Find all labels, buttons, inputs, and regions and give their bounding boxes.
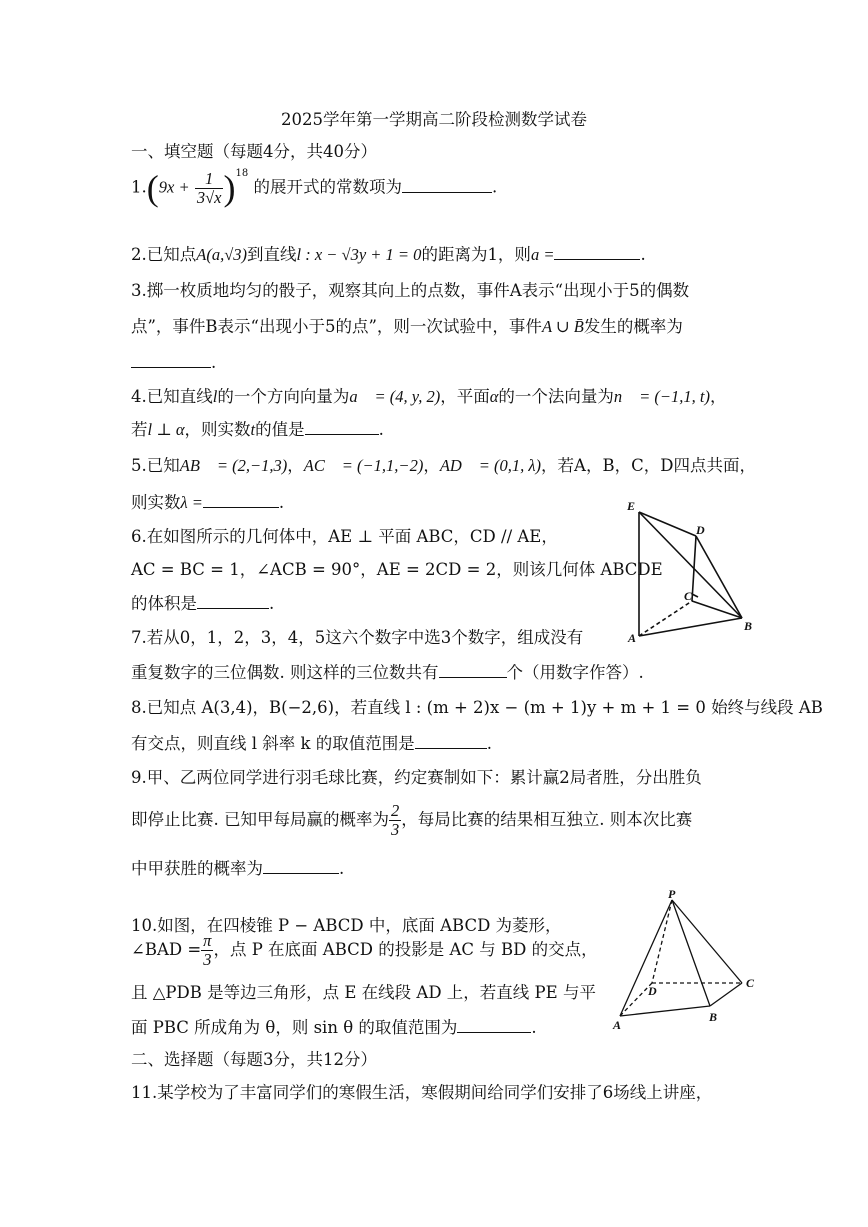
q1-expr: 9x + [158,177,190,197]
question-6-line-1: 6.在如图所示的几何体中，AE ⊥ 平面 ABC，CD // AE， [131,527,558,546]
question-9-line-1: 9.甲、乙两位同学进行羽毛球比赛，约定赛制如下：累计赢2局者胜，分出胜负 [131,768,702,787]
question-8-line-1: 8.已知点 A(3,4)，B(−2,6)，若直线 l : (m + 2)x − (m + 1)y + m + 1 = 0 始终与线段 AB [131,698,823,717]
fig2-label-b: B [709,1010,718,1024]
q4-answer-blank[interactable] [305,433,379,435]
question-4-line-1: 4.已知直线l的一个方向向量为a⃗ = (4, y, 2)，平面α的一个法向量为n⃗ = (−1,1, t)， [131,387,727,406]
question-7-line-1: 7.若从0，1，2，3，4，5这六个数字中选3个数字，组成没有 [131,628,584,647]
q2-line: l : x − √3y + 1 = 0 [296,245,422,264]
fig1-label-d: D [696,523,705,537]
q1-fraction: $\frac{1}{3√x}$ [196,168,222,207]
question-1: 1.(9x + $\frac{1}{3√x}$ )$^{18}$ 的展开式的常数项为 . [131,168,498,208]
question-7-line-2: 重复数字的三位偶数. 则这样的三位数共有 个（用数字作答）. [131,663,644,682]
question-9-line-2: 即停止比赛. 已知甲每局赢的概率为 $\frac{2}{3}$ ，每局比赛的结果相互独立. 则本次比赛 [131,801,693,839]
question-10-line-4: 面 PBC 所成角为 θ，则 sin θ 的取值范围为 . [131,1018,537,1037]
fig2-label-c: C [746,976,755,990]
question-11-line-1: 11.某学校为了丰富同学们的寒假生活，寒假期间给同学们安排了6场线上讲座， [131,1083,713,1102]
question-10-line-3: 且 △PDB 是等边三角形，点 E 在线段 AD 上，若直线 PE 与平 [131,983,596,1002]
q10-answer-blank[interactable] [457,1031,531,1033]
q5-answer-blank[interactable] [203,506,279,508]
q2-point: A(a,√3) [196,245,247,264]
question-8-line-2: 有交点，则直线 l 斜率 k 的取值范围是 . [131,734,493,753]
q1-answer-blank[interactable] [402,191,492,193]
q1-number: 1. [131,177,147,197]
section-multiple-choice-heading: 二、选择题（每题3分，共12分） [131,1050,377,1069]
fig2-label-a: A [613,1018,622,1032]
q3-answer-blank[interactable] [131,366,211,368]
q1-text: 的展开式的常数项为 [253,177,402,197]
question-10-line-2: ∠BAD = $\frac{\pi}{3}$ ，点 P 在底面 ABCD 的投影是 AC 与 BD 的交点， [131,931,598,969]
question-3-line-3: . [131,352,216,374]
fig2-label-d: D [648,984,657,998]
question-6-line-3: 的体积是 . [131,594,275,613]
fig1-label-a: A [628,631,637,644]
fig1-label-b: B [744,619,753,633]
fig1-label-c: C [684,589,693,603]
fig1-label-e: E [627,499,636,513]
exam-title: 2025学年第一学期高二阶段检测数学试卷 [281,110,587,129]
fig2-label-p: P [668,887,676,901]
question-3-line-2: 点”，事件B表示“出现小于5的点”，则一次试验中，事件A ∪ B̄发生的概率为 [131,317,683,336]
question-5-line-1: 5.已知AB⃗ = (2,−1,3)，AC⃗ = (−1,1,−2)，AD⃗ = (0,1, λ)，若A，B，C，D四点共面， [131,456,756,475]
question-10-line-1: 10.如图，在四棱锥 P − ABCD 中，底面 ABCD 为菱形， [131,916,562,935]
question-5-line-2: 则实数λ = . [131,493,285,512]
section-fill-in-heading: 一、填空题（每题4分，共40分） [131,142,377,161]
q9-probability-fraction: $\frac{2}{3}$ [391,801,400,839]
q6-answer-blank[interactable] [197,607,269,609]
question-6-line-2: AC = BC = 1，∠ACB = 90°，AE = 2CD = 2，则该几何体 ABCDE [131,560,663,579]
q9-answer-blank[interactable] [263,872,339,874]
q3-event: A ∪ B̄ [541,317,584,336]
q6-geometry-figure [624,496,758,644]
q4-direction-vector: a⃗ = (4, y, 2) [349,387,441,406]
q2-answer-blank[interactable] [554,258,640,260]
q8-answer-blank[interactable] [415,747,487,749]
question-9-line-3: 中甲获胜的概率为 . [131,859,345,878]
q7-answer-blank[interactable] [439,676,507,678]
q4-normal-vector: n⃗ = (−1,1, t) [613,387,710,406]
question-3-line-1: 3.掷一枚质地均匀的骰子，观察其向上的点数，事件A表示“出现小于5的偶数 [131,281,690,300]
q10-angle-fraction: $\frac{\pi}{3}$ [203,931,212,969]
q10-pyramid-figure [610,886,770,1034]
q1-power: 18 [235,168,249,179]
question-2: 2.已知点A(a,√3)到直线l : x − √3y + 1 = 0的距离为1，则a = . [131,245,646,264]
question-4-line-2: 若l ⊥ α，则实数t的值是 . [131,420,384,439]
